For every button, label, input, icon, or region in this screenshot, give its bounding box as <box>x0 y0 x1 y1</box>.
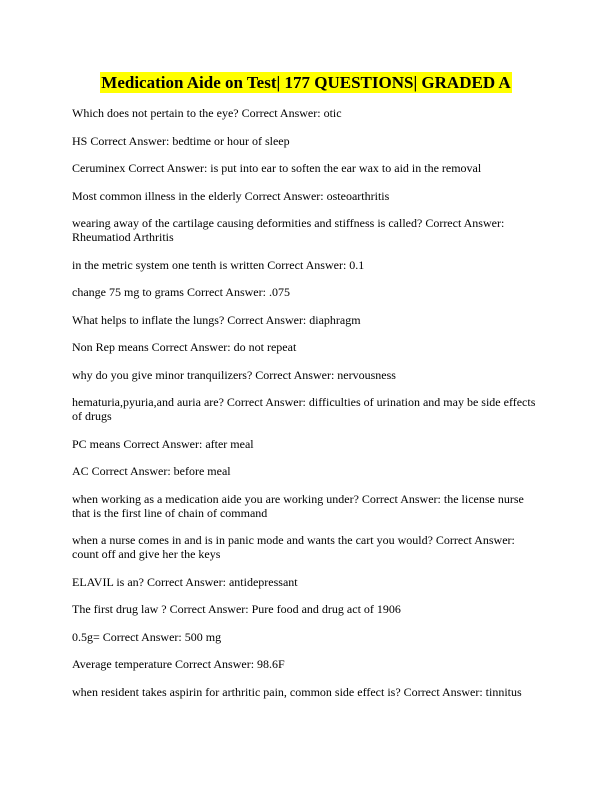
question-item: PC means Correct Answer: after meal <box>72 436 254 451</box>
title-block <box>0 72 612 93</box>
question-item: in the metric system one tenth is written Correct Answer: 0.1 <box>72 257 365 272</box>
question-list <box>72 106 542 712</box>
question-item: Average temperature Correct Answer: 98.6F <box>72 657 285 671</box>
question-item: when working as a medication aide you are working under? Correct Answer: the license nurse that is the first line of chain of command <box>72 491 524 520</box>
page-title: Medication Aide on Test| 177 QUESTIONS| GRADED A <box>101 73 511 92</box>
question-item: wearing away of the cartilage causing deformities and stiffness is called? Correct Answer: Rheumatiod Arthritis <box>72 216 505 244</box>
question-item: Most common illness in the elderly Correct Answer: osteoarthritis <box>72 188 390 203</box>
question-item: Non Rep means Correct Answer: do not repeat <box>72 340 297 354</box>
question-item: Ceruminex Correct Answer: is put into ear to soften the ear wax to aid in the removal <box>72 161 482 175</box>
question-item: when a nurse comes in and is in panic mode and wants the cart you would? Correct Answer: count off and give her the keys <box>72 533 515 561</box>
question-item: 0.5g= Correct Answer: 500 mg <box>72 629 222 644</box>
question-item: What helps to inflate the lungs? Correct Answer: diaphragm <box>72 312 361 327</box>
question-item: AC Correct Answer: before meal <box>72 464 231 478</box>
question-item: The first drug law ? Correct Answer: Pure food and drug act of 1906 <box>72 602 401 616</box>
question-item: ELAVIL is an? Correct Answer: antidepressant <box>72 574 298 589</box>
question-item: change 75 mg to grams Correct Answer: .075 <box>72 285 290 299</box>
question-item: hematuria,pyuria,and auria are? Correct Answer: difficulties of urination and may be side effects of drugs <box>72 395 536 423</box>
question-item: why do you give minor tranquilizers? Correct Answer: nervousness <box>72 367 396 382</box>
question-item: Which does not pertain to the eye? Correct Answer: otic <box>72 106 342 120</box>
question-item: when resident takes aspirin for arthritic pain, common side effect is? Correct Answer: tinnitus <box>72 684 522 699</box>
question-item: HS Correct Answer: bedtime or hour of sleep <box>72 133 290 148</box>
